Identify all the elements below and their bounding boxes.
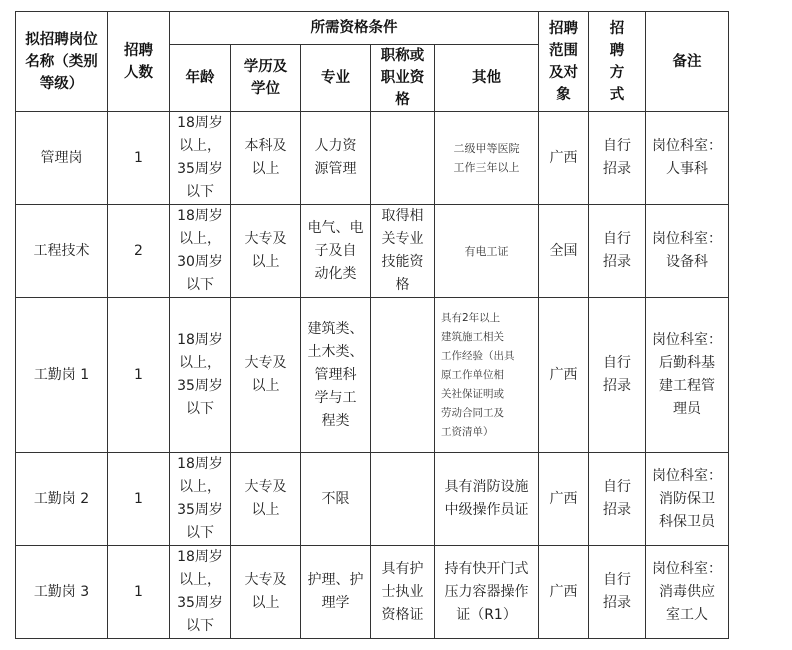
cell-remarks: 岗位科室： 后勤科基 建工程管 理员	[646, 298, 729, 453]
header-qualifications: 所需资格条件	[170, 12, 539, 45]
table-row	[16, 453, 729, 546]
cell-major: 人力资 源管理	[301, 112, 371, 205]
cell-method: 自行 招录	[589, 112, 646, 205]
cell-method: 自行 招录	[589, 205, 646, 298]
header-major: 专业	[301, 45, 371, 112]
header-count: 招聘人数	[108, 12, 170, 112]
header-other: 其他	[435, 45, 539, 112]
cell-major: 不限	[301, 453, 371, 546]
table-row	[16, 298, 729, 453]
cell-remarks: 岗位科室： 消防保卫 科保卫员	[646, 453, 729, 546]
table-row	[16, 546, 729, 639]
cell-remarks: 岗位科室： 人事科	[646, 112, 729, 205]
cell-remarks: 岗位科室： 设备科	[646, 205, 729, 298]
cell-title	[371, 112, 435, 205]
cell-position: 工勤岗 3	[16, 546, 108, 639]
cell-other: 二级甲等医院 工作三年以上	[435, 112, 539, 205]
header-method: 招聘方式	[589, 12, 646, 112]
cell-scope: 广西	[539, 546, 589, 639]
cell-method: 自行 招录	[589, 453, 646, 546]
cell-education: 大专及 以上	[231, 546, 301, 639]
header-age: 年龄	[170, 45, 231, 112]
cell-other: 具有消防设施 中级操作员证	[435, 453, 539, 546]
cell-title	[371, 453, 435, 546]
cell-count: 1	[108, 298, 170, 453]
cell-age: 18周岁 以上， 35周岁 以下	[170, 112, 231, 205]
recruitment-table	[15, 11, 729, 639]
header-education: 学历及学位	[231, 45, 301, 112]
cell-method: 自行 招录	[589, 546, 646, 639]
header-scope: 招聘范围及对象	[539, 12, 589, 112]
cell-scope: 广西	[539, 298, 589, 453]
cell-position: 管理岗	[16, 112, 108, 205]
cell-position: 工勤岗 2	[16, 453, 108, 546]
cell-scope: 广西	[539, 112, 589, 205]
cell-age: 18周岁 以上， 30周岁 以下	[170, 205, 231, 298]
cell-count: 1	[108, 112, 170, 205]
cell-method: 自行 招录	[589, 298, 646, 453]
header-title: 职称或职业资格	[371, 45, 435, 112]
cell-title: 具有护 士执业 资格证	[371, 546, 435, 639]
cell-major: 建筑类、 土木类、 管理科 学与工 程类	[301, 298, 371, 453]
cell-age: 18周岁 以上， 35周岁 以下	[170, 298, 231, 453]
header-position: 拟招聘岗位名称（类别等级）	[16, 12, 108, 112]
cell-position: 工程技术	[16, 205, 108, 298]
cell-remarks: 岗位科室： 消毒供应 室工人	[646, 546, 729, 639]
cell-major: 电气、电 子及自 动化类	[301, 205, 371, 298]
cell-major: 护理、护 理学	[301, 546, 371, 639]
cell-scope: 广西	[539, 453, 589, 546]
table-row	[16, 205, 729, 298]
cell-age: 18周岁 以上， 35周岁 以下	[170, 453, 231, 546]
cell-other: 具有2年以上 建筑施工相关 工作经验（出具 原工作单位相 关社保证明或 劳动合同工及 工资清单）	[435, 298, 539, 453]
cell-count: 1	[108, 453, 170, 546]
header-remarks: 备注	[646, 12, 729, 112]
cell-education: 大专及 以上	[231, 453, 301, 546]
cell-education: 大专及 以上	[231, 205, 301, 298]
cell-title: 取得相 关专业 技能资 格	[371, 205, 435, 298]
cell-count: 2	[108, 205, 170, 298]
cell-age: 18周岁 以上， 35周岁 以下	[170, 546, 231, 639]
cell-education: 大专及 以上	[231, 298, 301, 453]
cell-count: 1	[108, 546, 170, 639]
cell-other: 持有快开门式 压力容器操作 证（R1）	[435, 546, 539, 639]
cell-position: 工勤岗 1	[16, 298, 108, 453]
cell-scope: 全国	[539, 205, 589, 298]
cell-other: 有电工证	[435, 205, 539, 298]
cell-education: 本科及 以上	[231, 112, 301, 205]
table-row	[16, 112, 729, 205]
cell-title	[371, 298, 435, 453]
